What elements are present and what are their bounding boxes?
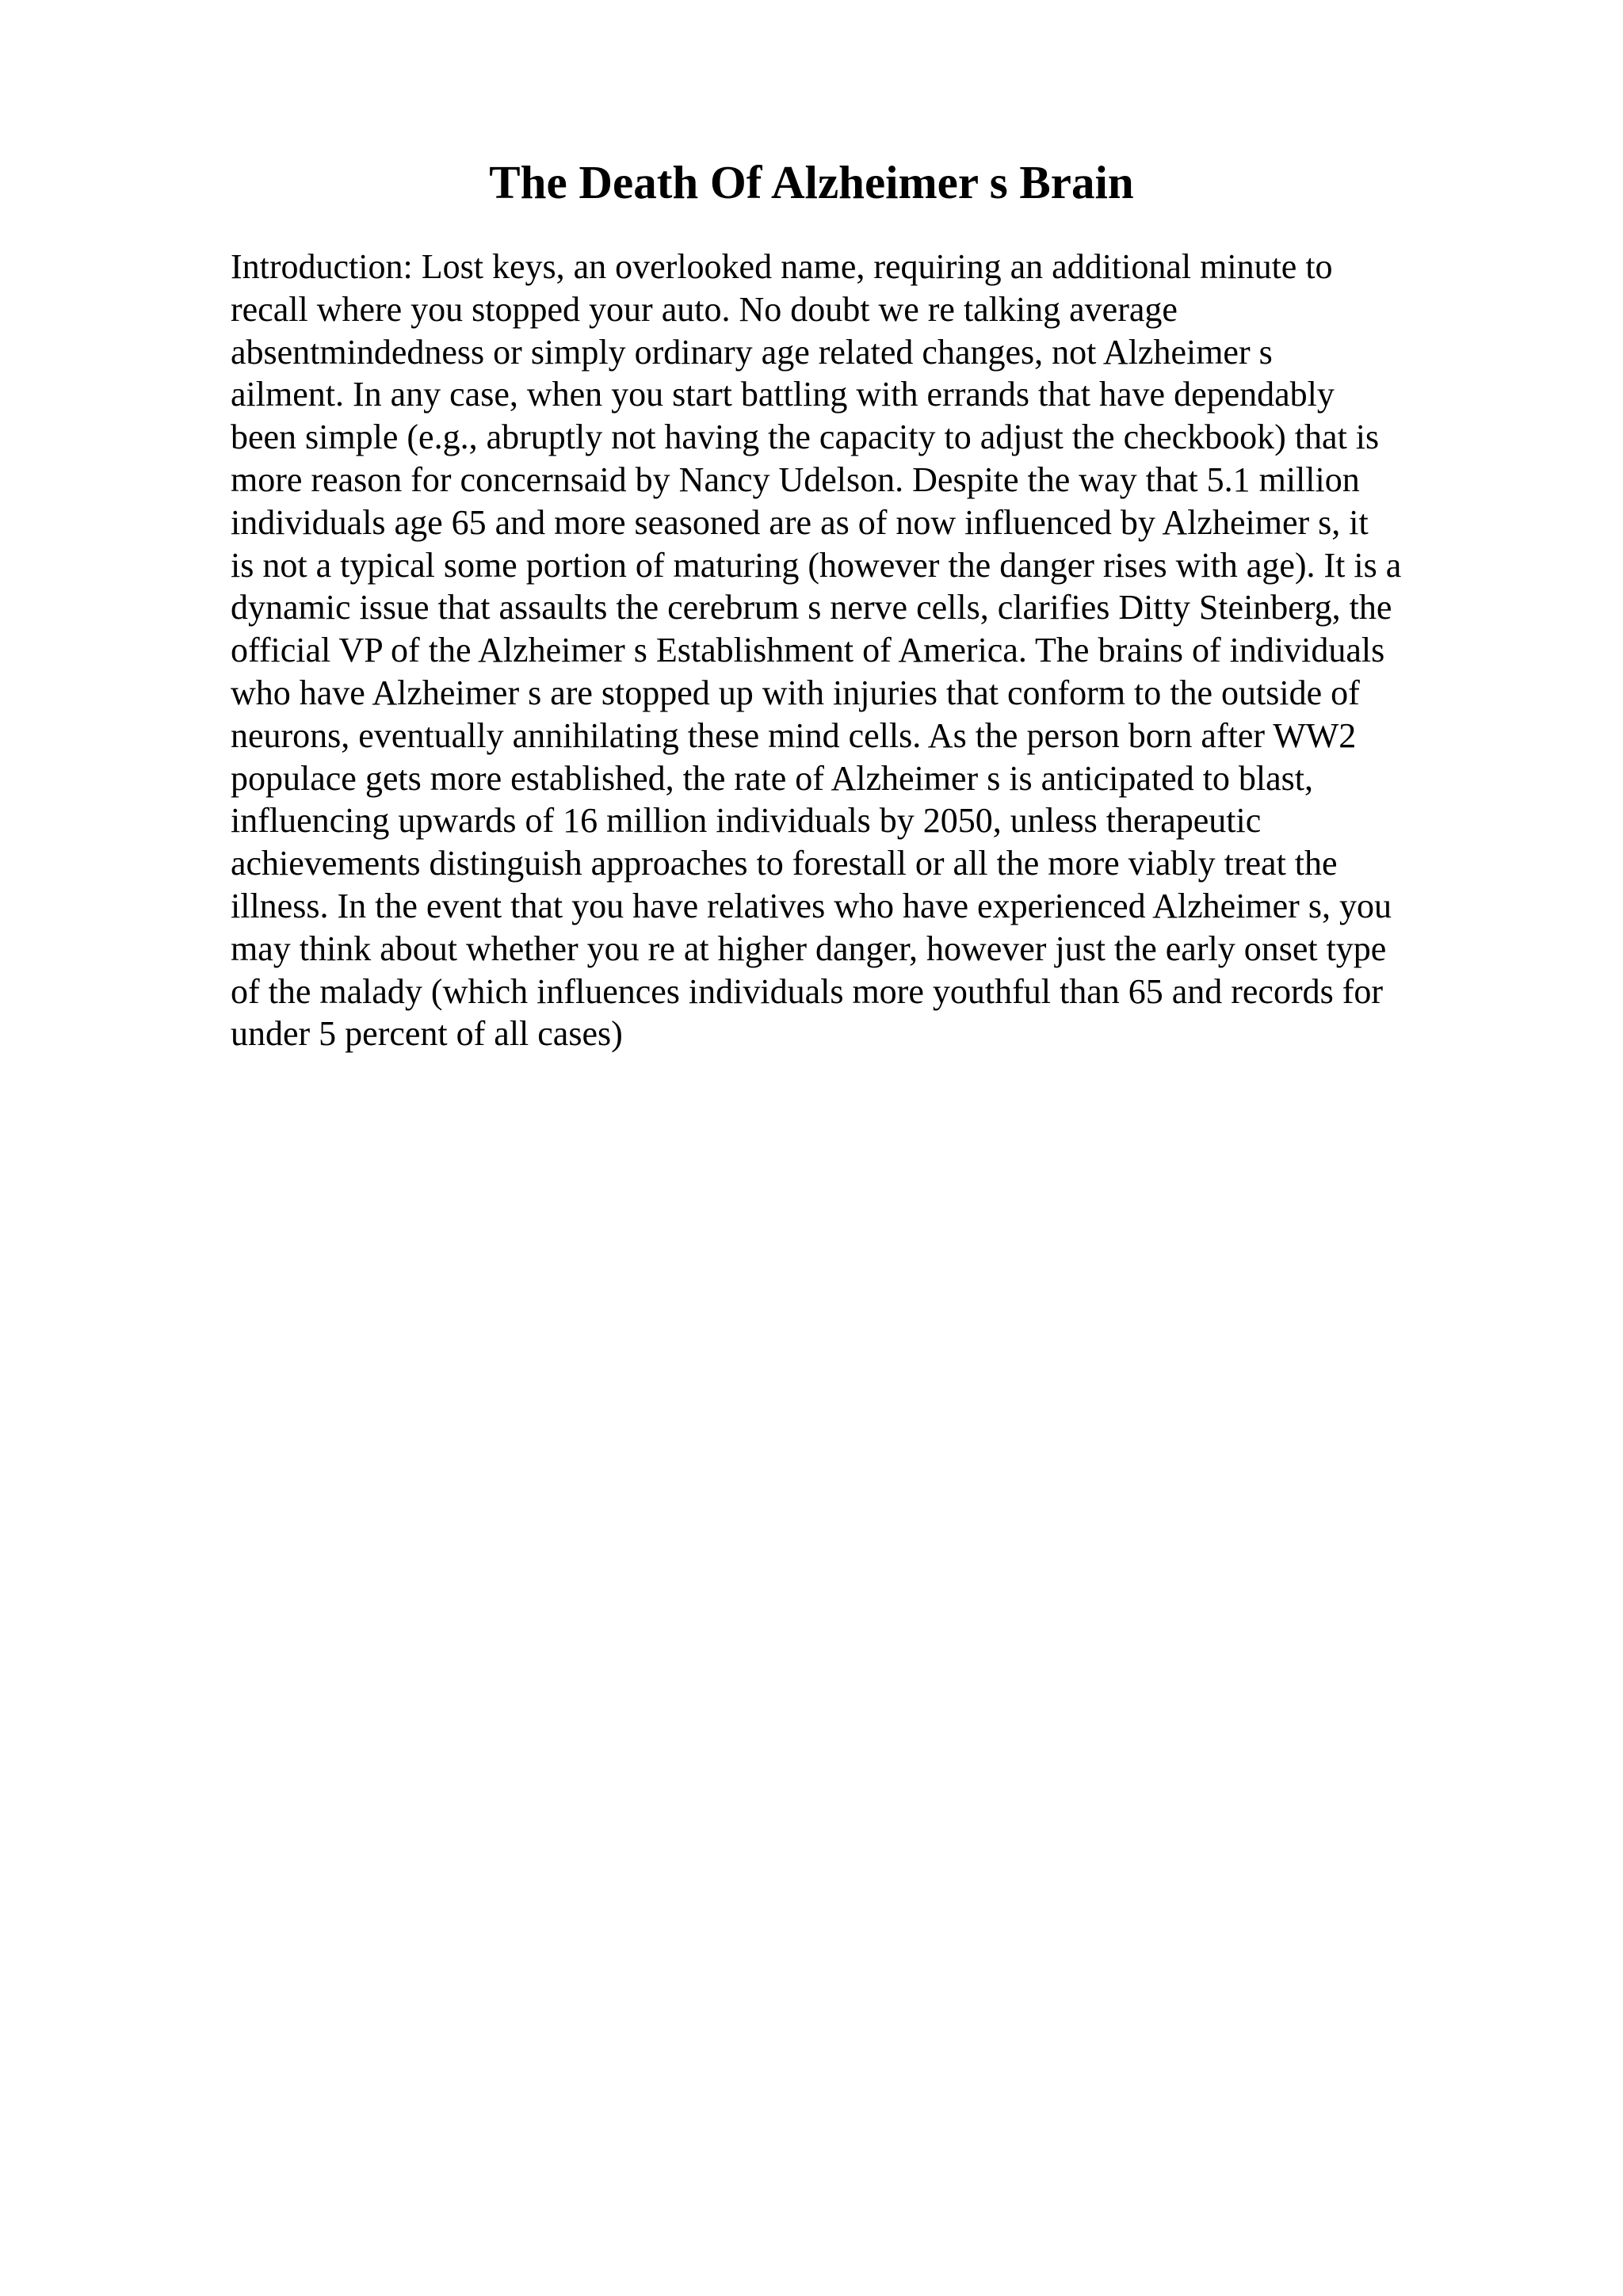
text-line: is not a typical some portion of maturing (however the danger rises with age). It is a <box>231 545 1402 585</box>
text-line: official VP of the Alzheimer s Establishment of America. The brains of individuals <box>231 631 1385 670</box>
text-line: recall where you stopped your auto. No doubt we re talking average <box>231 289 1178 329</box>
text-line: under 5 percent of all cases) <box>231 1014 623 1054</box>
text-line: ailment. In any case, when you start battling with errands that have dependably <box>231 375 1335 414</box>
text-line: who have Alzheimer s are stopped up with injuries that conform to the outside of <box>231 673 1360 712</box>
text-line: illness. In the event that you have relatives who have experienced Alzheimer s, you <box>231 886 1392 925</box>
text-line: populace gets more established, the rate of Alzheimer s is anticipated to blast, <box>231 758 1314 798</box>
body-paragraph <box>231 246 1467 1055</box>
text-line: neurons, eventually annihilating these mind cells. As the person born after WW2 <box>231 715 1357 755</box>
text-line: absentmindedness or simply ordinary age related changes, not Alzheimer s <box>231 332 1273 372</box>
text-line: achievements distinguish approaches to forestall or all the more viably treat the <box>231 844 1338 883</box>
text-line: influencing upwards of 16 million individuals by 2050, unless therapeutic <box>231 801 1262 841</box>
text-line: individuals age 65 and more seasoned are as of now influenced by Alzheimer s, it <box>231 502 1369 542</box>
text-line: been simple (e.g., abruptly not having the capacity to adjust the checkbook) that is <box>231 418 1380 457</box>
text-line: of the malady (which influences individuals more youthful than 65 and records for <box>231 971 1384 1011</box>
text-line: may think about whether you re at higher danger, however just the early onset type <box>231 929 1387 968</box>
text-line: more reason for concernsaid by Nancy Udelson. Despite the way that 5.1 million <box>231 460 1360 499</box>
text-line: Introduction: Lost keys, an overlooked name, requiring an additional minute to <box>231 247 1333 286</box>
document-title: The Death Of Alzheimer s Brain <box>489 156 1134 208</box>
text-line: dynamic issue that assaults the cerebrum s nerve cells, clarifies Ditty Steinberg, the <box>231 588 1392 627</box>
